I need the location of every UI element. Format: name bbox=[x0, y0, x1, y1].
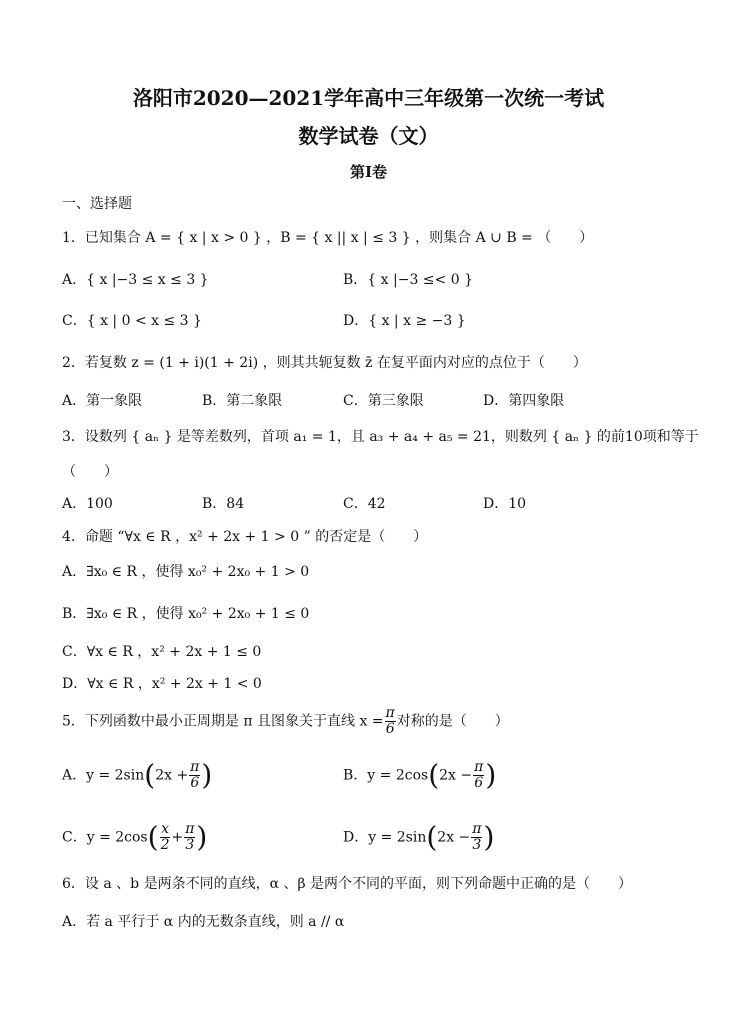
q5-option-d bbox=[343, 822, 494, 853]
q5-c-pre: C．y = 2cos bbox=[62, 829, 148, 846]
q6-option-a: A．若 a 平行于 α 内的无数条直线，则 a // α bbox=[62, 914, 345, 930]
paren-right: ) bbox=[201, 758, 213, 792]
q4-stem: 4．命题 “∀x ∈ R ，x² + 2x + 1 > 0 ” 的否定是（ ） bbox=[62, 529, 428, 545]
q5-c-fraction-2 bbox=[184, 822, 195, 853]
q2-option-b: B．第二象限 bbox=[202, 393, 283, 409]
q5-stem bbox=[62, 706, 509, 737]
exam-subtitle: 数学试卷（文） bbox=[298, 124, 439, 148]
q5-a-pre: A．y = 2sin bbox=[62, 767, 145, 784]
q4-option-a: A．∃x₀ ∈ R ，使得 x₀² + 2x₀ + 1 > 0 bbox=[62, 564, 310, 580]
q5-c-fraction-1 bbox=[160, 822, 171, 853]
q5-a-fraction bbox=[189, 760, 200, 791]
q1-option-b: B．{ x |−3 ≤< 0 } bbox=[343, 272, 473, 288]
q5-b-pre: B．y = 2cos bbox=[343, 767, 429, 784]
paren-left: ( bbox=[144, 758, 156, 792]
q1-stem: 1．已知集合 A = { x | x > 0 } ，B = { x || x | ≤ 3 } ，则集合 A ∪ B = （ ） bbox=[62, 230, 594, 246]
q3-stem: 3．设数列 { aₙ } 是等差数列，首项 a₁ = 1，且 a₃ + a₄ + a₅ = 21，则数列 { aₙ } 的前10项和等于 bbox=[62, 429, 699, 445]
q3-option-d: D．10 bbox=[483, 496, 527, 512]
q3-option-b: B．84 bbox=[202, 496, 245, 512]
q5-option-c bbox=[62, 822, 207, 853]
q5-option-b bbox=[343, 760, 496, 791]
q1-option-d: D．{ x | x ≥ −3 } bbox=[343, 313, 466, 329]
q4-option-d: D．∀x ∈ R ，x² + 2x + 1 < 0 bbox=[62, 676, 262, 692]
q5-option-a bbox=[62, 760, 212, 791]
paren-right: ) bbox=[485, 758, 497, 792]
q5-stem-post: 对称的是（ ） bbox=[396, 713, 509, 730]
q5-b-den: 6 bbox=[474, 775, 484, 791]
paren-left: ( bbox=[147, 820, 159, 854]
q5-d-pre: D．y = 2sin bbox=[343, 829, 427, 846]
q5-a-den: 6 bbox=[190, 775, 200, 791]
q1-option-c: C．{ x | 0 < x ≤ 3 } bbox=[62, 313, 202, 329]
volume-label: 第Ⅰ卷 bbox=[349, 163, 388, 181]
q5-b-num: π bbox=[474, 759, 484, 775]
q2-option-a: A．第一象限 bbox=[62, 393, 143, 409]
q5-d-fraction bbox=[471, 822, 482, 853]
q2-option-c: C．第三象限 bbox=[343, 393, 424, 409]
paren-right: ) bbox=[196, 820, 208, 854]
q5-a-num: π bbox=[190, 759, 200, 775]
paren-right: ) bbox=[483, 820, 495, 854]
q5-stem-pre: 5．下列函数中最小正周期是 π 且图象关于直线 x = bbox=[62, 713, 384, 730]
q3-stem-blank: （ ） bbox=[62, 464, 118, 480]
q2-stem: 2．若复数 z = (1 + i)(1 + 2i) ，则其共轭复数 z̄ 在复平面内对应的点位于（ ） bbox=[62, 355, 587, 371]
q3-option-a: A．100 bbox=[62, 496, 113, 512]
q5-c-den2: 3 bbox=[185, 837, 195, 853]
q5-b-fraction bbox=[473, 760, 484, 791]
q5-c-den1: 2 bbox=[160, 837, 170, 853]
q5-frac-num: π bbox=[385, 705, 395, 721]
q5-c-num2: π bbox=[185, 821, 195, 837]
q6-stem: 6．设 a 、b 是两条不同的直线，α 、β 是两个不同的平面，则下列命题中正确的是（ ） bbox=[62, 876, 633, 892]
q5-d-inner: 2x − bbox=[437, 829, 471, 846]
q5-d-num: π bbox=[472, 821, 482, 837]
q5-fraction bbox=[385, 706, 396, 737]
section-heading: 一、选择题 bbox=[62, 196, 132, 212]
q5-b-inner: 2x − bbox=[439, 767, 473, 784]
q5-frac-den: 6 bbox=[385, 721, 395, 737]
q4-option-b: B．∃x₀ ∈ R ，使得 x₀² + 2x₀ + 1 ≤ 0 bbox=[62, 606, 310, 622]
q5-c-num1: x bbox=[161, 821, 169, 837]
q5-a-inner: 2x + bbox=[155, 767, 189, 784]
q4-option-c: C．∀x ∈ R ，x² + 2x + 1 ≤ 0 bbox=[62, 644, 262, 660]
q1-option-a: A．{ x |−3 ≤ x ≤ 3 } bbox=[62, 272, 209, 288]
paren-left: ( bbox=[428, 758, 440, 792]
q2-option-d: D．第四象限 bbox=[483, 393, 565, 409]
paren-left: ( bbox=[426, 820, 438, 854]
q3-option-c: C．42 bbox=[343, 496, 386, 512]
q5-c-inner: + bbox=[171, 829, 184, 846]
q5-d-den: 3 bbox=[472, 837, 482, 853]
exam-title: 洛阳市2020—2021学年高中三年级第一次统一考试 bbox=[132, 86, 605, 110]
